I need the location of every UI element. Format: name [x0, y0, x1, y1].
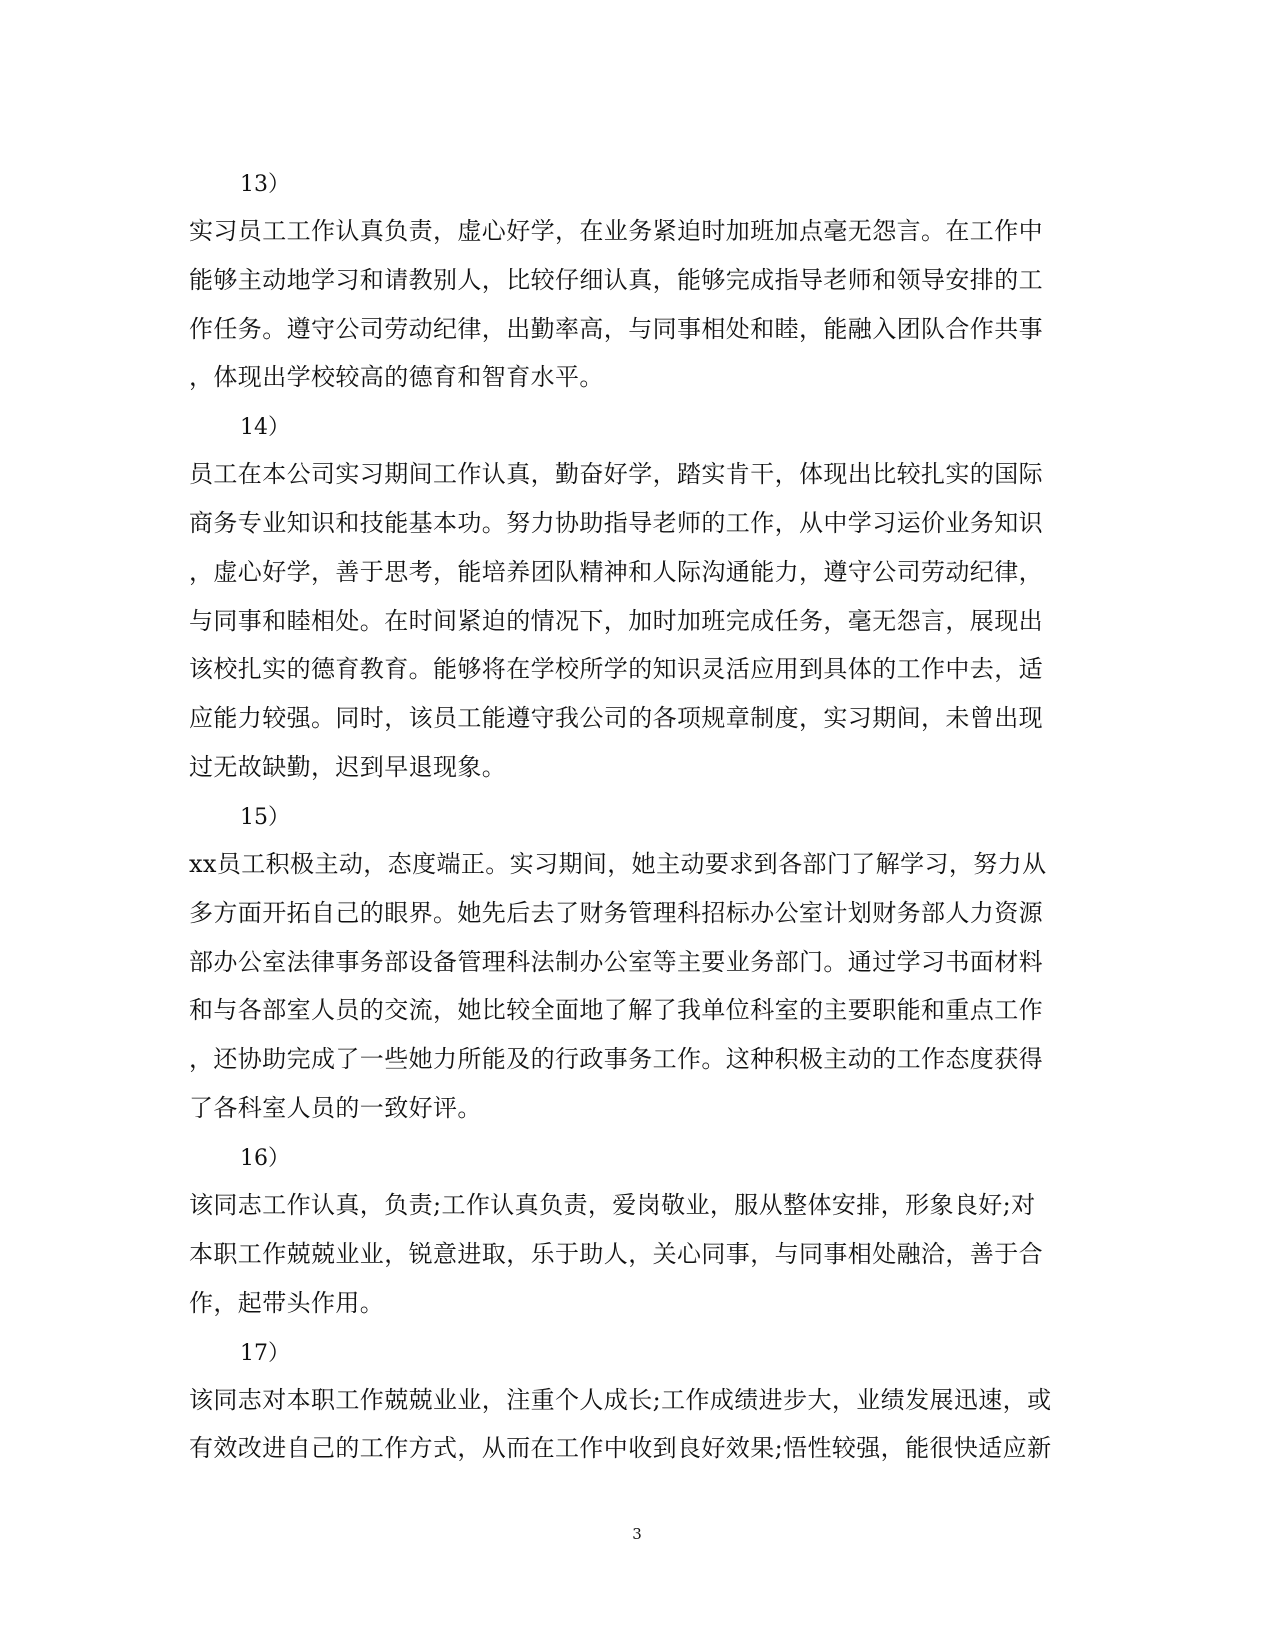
paragraph-line: ，虚心好学，善于思考，能培养团队精神和人际沟通能力，遵守公司劳动纪律， [189, 558, 1043, 586]
page-number: 3 [632, 1525, 642, 1543]
paragraph-line: 实习员工工作认真负责，虚心好学，在业务紧迫时加班加点毫无怨言。在工作中 [189, 217, 1043, 245]
paragraph-line: 该校扎实的德育教育。能够将在学校所学的知识灵活应用到具体的工作中去，适 [189, 655, 1043, 683]
paragraph-line: 本职工作兢兢业业，锐意进取，乐于助人，关心同事，与同事相处融洽，善于合 [189, 1240, 1043, 1268]
paragraph-line: ，体现出学校较高的德育和智育水平。 [189, 363, 604, 391]
paragraph-line: 多方面开拓自己的眼界。她先后去了财务管理科招标办公室计划财务部人力资源 [189, 899, 1043, 927]
paragraph-line: 有效改进自己的工作方式，从而在工作中收到良好效果;悟性较强，能很快适应新 [189, 1434, 1052, 1462]
paragraph-line: 应能力较强。同时，该员工能遵守我公司的各项规章制度，实习期间，未曾出现 [189, 704, 1043, 732]
paragraph-line: 与同事和睦相处。在时间紧迫的情况下，加时加班完成任务，毫无怨言，展现出 [189, 607, 1043, 635]
paragraph-line: 了各科室人员的一致好评。 [189, 1094, 482, 1122]
paragraph-line: 过无故缺勤，迟到早退现象。 [189, 753, 507, 781]
paragraph-line: 部办公室法律事务部设备管理科法制办公室等主要业务部门。通过学习书面材料 [189, 948, 1043, 976]
paragraph-line: ，还协助完成了一些她力所能及的行政事务工作。这种积极主动的工作态度获得 [189, 1045, 1043, 1073]
section-number-16: 16） [240, 1146, 290, 1171]
section-number-13: 13） [240, 172, 290, 197]
paragraph-line: 该同志工作认真，负责;工作认真负责，爱岗敬业，服从整体安排，形象良好;对 [189, 1191, 1036, 1219]
section-number-17: 17） [240, 1341, 290, 1366]
section-number-15: 15） [240, 805, 290, 830]
paragraph-line: 该同志对本职工作兢兢业业，注重个人成长;工作成绩进步大，业绩发展迅速，或 [189, 1386, 1052, 1414]
paragraph-line: 员工在本公司实习期间工作认真，勤奋好学，踏实肯干，体现出比较扎实的国际 [189, 460, 1043, 488]
paragraph-line: 能够主动地学习和请教别人，比较仔细认真，能够完成指导老师和领导安排的工 [189, 266, 1043, 294]
paragraph-line: xx员工积极主动，态度端正。实习期间，她主动要求到各部门了解学习，努力从 [189, 850, 1047, 878]
paragraph-line: 作任务。遵守公司劳动纪律，出勤率高，与同事相处和睦，能融入团队合作共事 [189, 315, 1043, 343]
section-number-14: 14） [240, 415, 290, 440]
paragraph-line: 商务专业知识和技能基本功。努力协助指导老师的工作，从中学习运价业务知识 [189, 509, 1043, 537]
paragraph-line: 作，起带头作用。 [189, 1289, 385, 1317]
paragraph-line: 和与各部室人员的交流，她比较全面地了解了我单位科室的主要职能和重点工作 [189, 996, 1043, 1024]
